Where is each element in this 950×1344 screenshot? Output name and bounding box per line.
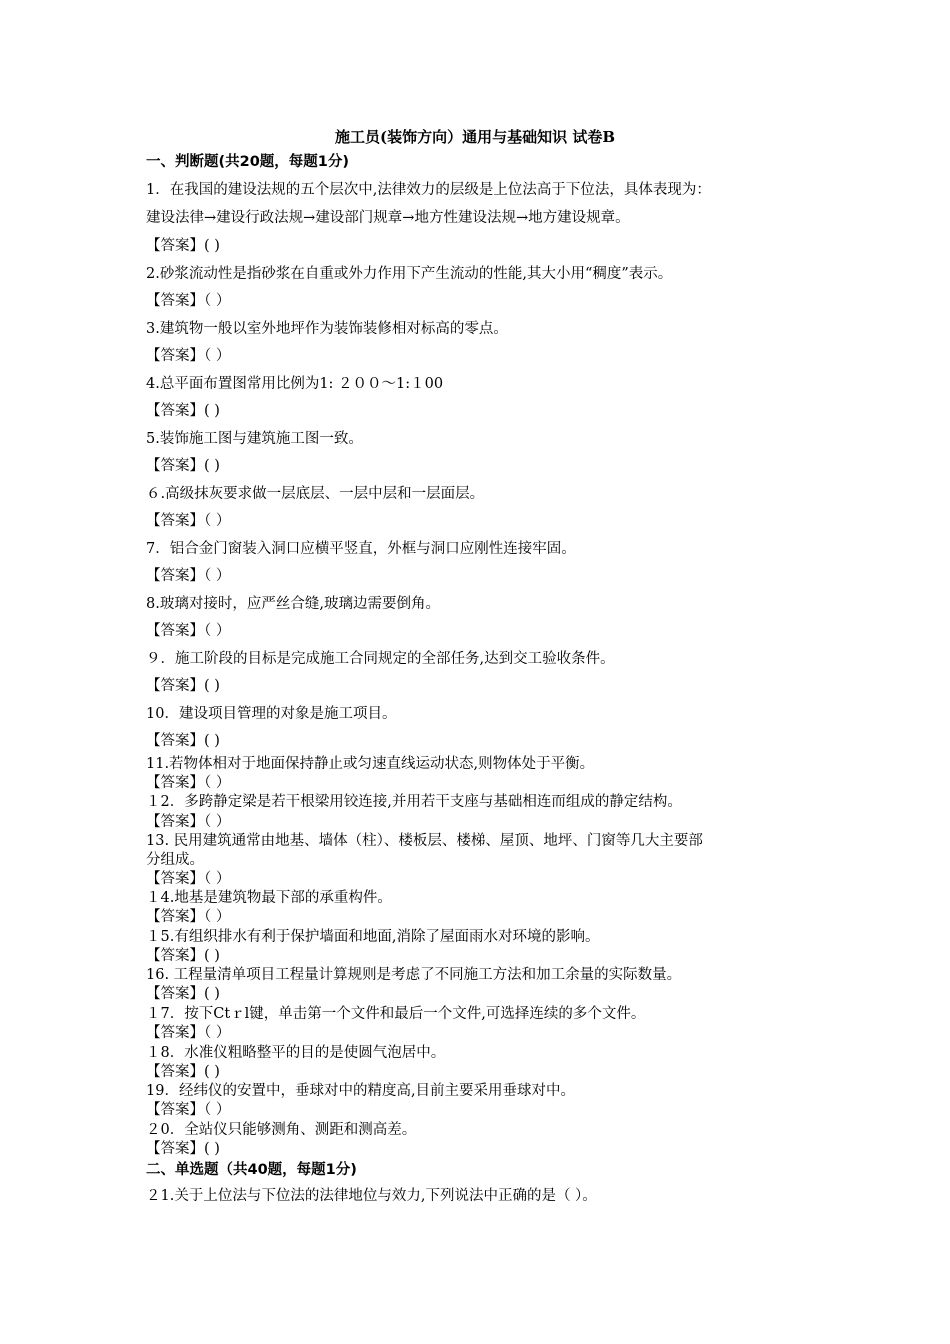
answer-line: 【答案】( )	[146, 986, 220, 1002]
question-line: ２1.关于上位法与下位法的法律地位与效力,下列说法中正确的是（ ）。	[146, 1188, 597, 1204]
answer-line: 【答案】（ ）	[146, 814, 231, 830]
answer-line: 【答案】（ ）	[146, 1102, 231, 1118]
answer-line: 【答案】（ ）	[146, 623, 231, 639]
answer-line: 【答案】( )	[146, 1064, 220, 1080]
answer-line: 【答案】（ ）	[146, 348, 231, 364]
question-line: 8.玻璃对接时，应严丝合缝,玻璃边需要倒角。	[146, 596, 440, 612]
question-line: 13. 民用建筑通常由地基、墙体（柱）、楼板层、楼梯、屋顶、地坪、门窗等几大主要部	[146, 833, 703, 849]
question-line: 16. 工程量清单项目工程量计算规则是考虑了不同施工方法和加工余量的实际数量。	[146, 967, 682, 983]
question-line: 2.砂浆流动性是指砂浆在自重或外力作用下产生流动的性能,其大小用“稠度”表示。	[146, 266, 673, 282]
question-line: ９．施工阶段的目标是完成施工合同规定的全部任务,达到交工验收条件。	[146, 651, 615, 667]
answer-line: 【答案】（ ）	[146, 871, 231, 887]
section-heading: 一、判断题(共20题，每题1分)	[146, 154, 350, 170]
answer-line: 【答案】( )	[146, 403, 220, 419]
page-title: 施工员(装饰方向）通用与基础知识 试卷B	[335, 128, 615, 146]
answer-line: 【答案】( )	[146, 458, 220, 474]
question-line: １8．水准仪粗略整平的目的是使圆气泡居中。	[146, 1045, 446, 1061]
answer-line: 【答案】( )	[146, 948, 220, 964]
answer-line: 【答案】( )	[146, 238, 220, 254]
answer-line: 【答案】( )	[146, 1141, 220, 1157]
question-line: 4.总平面布置图常用比例为1: ２００～1:１00	[146, 376, 444, 392]
question-line: 1．在我国的建设法规的五个层次中,法律效力的层级是上位法高于下位法，具体表现为：	[146, 182, 711, 198]
question-line: 5.装饰施工图与建筑施工图一致。	[146, 431, 363, 447]
answer-line: 【答案】（ ）	[146, 909, 231, 925]
question-line: 10．建设项目管理的对象是施工项目。	[146, 706, 397, 722]
question-line: 7．铝合金门窗装入洞口应横平竖直，外框与洞口应刚性连接牢固。	[146, 541, 576, 557]
question-line: １5.有组织排水有利于保护墙面和地面,消除了屋面雨水对环境的影响。	[146, 929, 600, 945]
question-line: 建设法律→建设行政法规→建设部门规章→地方性建设法规→地方建设规章。	[146, 210, 630, 226]
answer-line: 【答案】（ ）	[146, 775, 231, 791]
answer-line: 【答案】（ ）	[146, 568, 231, 584]
question-line: 分组成。	[146, 852, 204, 868]
question-line: 19．经纬仪的安置中，垂球对中的精度高,目前主要采用垂球对中。	[146, 1083, 576, 1099]
answer-line: 【答案】（ ）	[146, 293, 231, 309]
section-heading: 二、单选题（共40题，每题1分)	[146, 1162, 357, 1178]
answer-line: 【答案】（ ）	[146, 1025, 231, 1041]
answer-line: 【答案】（ ）	[146, 513, 231, 529]
question-line: １4.地基是建筑物最下部的承重构件。	[146, 890, 392, 906]
question-line: ２0．全站仪只能够测角、测距和测高差。	[146, 1122, 417, 1138]
question-line: １2．多跨静定梁是若干根梁用铰连接,并用若干支座与基础相连而组成的静定结构。	[146, 794, 682, 810]
answer-line: 【答案】( )	[146, 733, 220, 749]
question-line: 3.建筑物一般以室外地坪作为装饰装修相对标高的零点。	[146, 321, 508, 337]
question-line: 11.若物体相对于地面保持静止或匀速直线运动状态,则物体处于平衡。	[146, 756, 595, 772]
question-line: ６.高级抹灰要求做一层底层、一层中层和一层面层。	[146, 486, 485, 502]
question-line: １7．按下Ctｒl键，单击第一个文件和最后一个文件,可选择连续的多个文件。	[146, 1006, 646, 1022]
answer-line: 【答案】( )	[146, 678, 220, 694]
